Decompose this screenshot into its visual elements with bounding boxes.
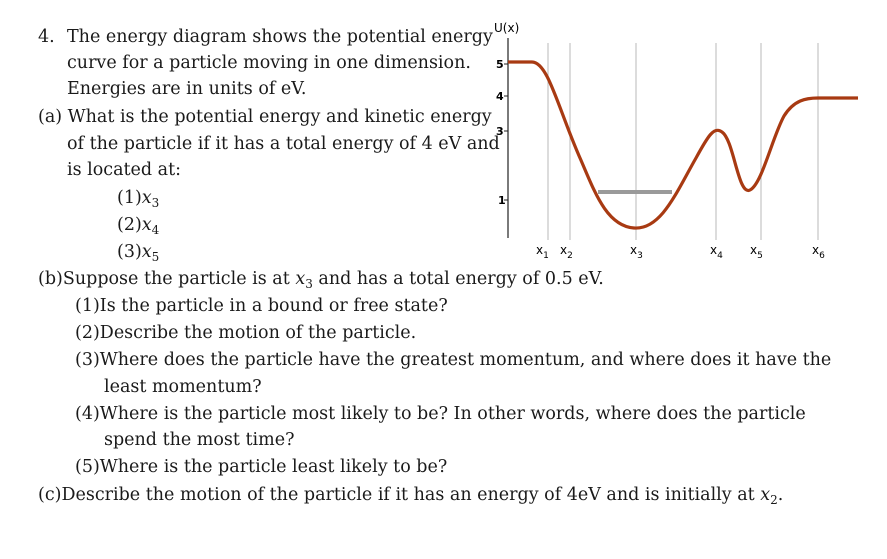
- item-variable: x: [141, 215, 152, 235]
- x-label-1: $x_1$: [536, 243, 549, 261]
- part-b-item-1: [75, 295, 448, 317]
- y-tick-3: 3: [496, 125, 504, 138]
- item-number: (4): [75, 404, 100, 424]
- part-b-item-4: [75, 403, 806, 425]
- potential-curve: [508, 62, 858, 228]
- intro-text-1: The energy diagram shows the potential energy: [67, 27, 493, 47]
- y-tick-4: 4: [496, 90, 504, 103]
- part-a-item-1: [117, 187, 159, 214]
- part-b-variable: x: [295, 269, 306, 289]
- y-axis-label: U(x): [494, 21, 520, 35]
- y-ticks: [496, 58, 508, 207]
- part-b-item-2: [75, 322, 416, 344]
- item-text: Where does the particle have the greatest momentum, and where does it have the: [99, 350, 832, 370]
- item-subscript: 4: [151, 223, 160, 237]
- item-number: (3): [117, 242, 142, 262]
- item-text: Is the particle in a bound or free state?: [99, 296, 448, 316]
- item-text: Describe the motion of the particle.: [99, 323, 417, 343]
- part-a-text-2: of the particle if it has a total energy of 4 eV and: [67, 134, 500, 154]
- x-labels: [536, 243, 825, 261]
- item-variable: x: [141, 188, 152, 208]
- part-c-variable: x: [760, 485, 771, 505]
- part-a-line-1: [38, 106, 492, 128]
- part-a-text-1: What is the potential energy and kinetic energy: [67, 107, 492, 127]
- y-tick-5: 5: [496, 58, 504, 71]
- item-number: (5): [75, 457, 100, 477]
- x-label-4: $x_4$: [710, 243, 723, 261]
- part-b-item-4-cont: spend the most time?: [104, 430, 295, 450]
- item-subscript: 5: [151, 250, 160, 264]
- part-c-text: Describe the motion of the particle if it has an energy of 4eV and is initially at: [61, 485, 761, 505]
- item-number: (3): [75, 350, 100, 370]
- x-label-3: $x_3$: [630, 243, 643, 261]
- item-variable: x: [141, 242, 152, 262]
- part-a-item-2: [117, 214, 159, 241]
- part-c-label: (c): [38, 485, 62, 505]
- part-b-item-3: [75, 349, 831, 371]
- part-a-text-3: is located at:: [67, 160, 182, 180]
- part-a-label: (a): [38, 107, 63, 127]
- problem-number: 4.: [38, 27, 55, 47]
- item-number: (2): [117, 215, 142, 235]
- part-b-text-after: and has a total energy of 0.5 eV.: [312, 269, 604, 289]
- part-b-item-5: [75, 456, 447, 478]
- part-c-end: .: [777, 485, 784, 505]
- potential-energy-diagram: [486, 18, 866, 268]
- part-c-line: [38, 484, 783, 511]
- part-b-text-before: Suppose the particle is at: [62, 269, 296, 289]
- part-b-subscript: 3: [305, 277, 313, 291]
- part-c-subscript: 2: [770, 493, 778, 507]
- x-label-2: $x_2$: [560, 243, 573, 261]
- intro-text-3: Energies are in units of eV.: [67, 79, 307, 99]
- y-tick-1: 1: [498, 194, 506, 207]
- x-label-5: $x_5$: [750, 243, 763, 261]
- item-text: Where is the particle least likely to be?: [99, 457, 448, 477]
- item-text: Where is the particle most likely to be? In other words, where does the particle: [99, 404, 806, 424]
- part-b-line: [38, 268, 604, 295]
- gridlines: [548, 43, 818, 240]
- problem-line-1: [38, 26, 493, 48]
- x-label-6: $x_6$: [812, 243, 825, 261]
- item-number: (1): [75, 296, 100, 316]
- part-a-item-3: [117, 241, 159, 268]
- item-number: (1): [117, 188, 142, 208]
- item-subscript: 3: [151, 196, 160, 210]
- part-b-label: (b): [38, 269, 63, 289]
- item-number: (2): [75, 323, 100, 343]
- intro-text-2: curve for a particle moving in one dimension.: [67, 53, 471, 73]
- part-b-item-3-cont: least momentum?: [104, 377, 262, 397]
